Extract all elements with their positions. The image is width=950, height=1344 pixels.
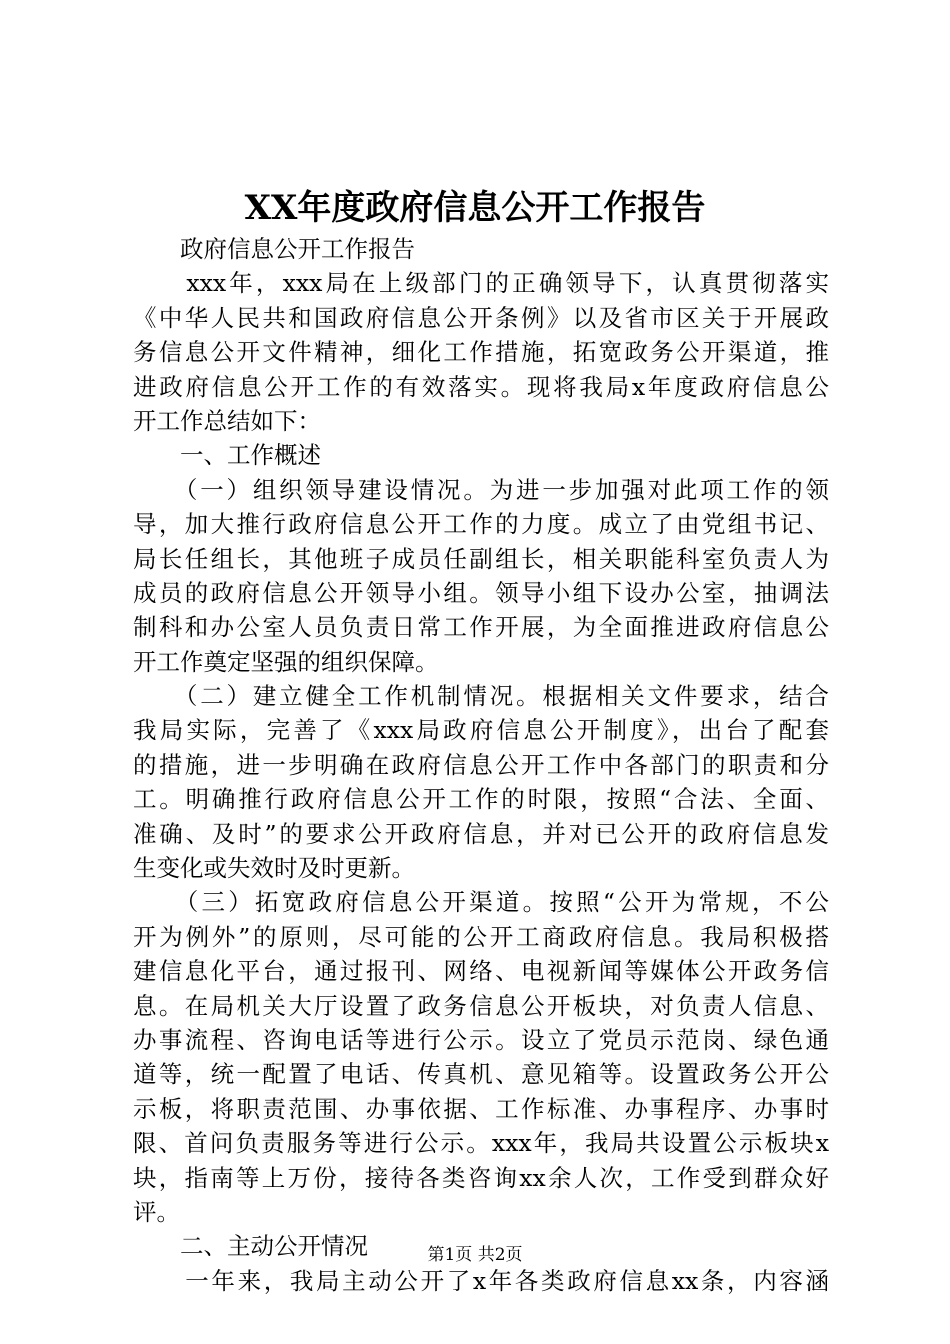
body-line: 准确、及时”的要求公开政府信息，并对已公开的政府信息发: [133, 819, 829, 848]
body-line: 开工作总结如下：: [133, 406, 321, 435]
body-line: 办事流程、咨询电话等进行公示。设立了党员示范岗、绿色通: [133, 1025, 829, 1054]
body-line: xxx年，xxx局在上级部门的正确领导下，认真贯彻落实: [133, 269, 829, 298]
body-line: 道等，统一配置了电话、传真机、意见箱等。设置政务公开公: [133, 1060, 829, 1089]
body-line: 的措施，进一步明确在政府信息公开工作中各部门的职责和分: [133, 750, 829, 779]
body-line: 一、工作概述: [133, 441, 321, 470]
body-line: （二）建立健全工作机制情况。根据相关文件要求，结合: [133, 682, 829, 711]
body-line: 务信息公开文件精神，细化工作措施，拓宽政务公开渠道，推: [133, 338, 829, 367]
body-line: 开为例外”的原则，尽可能的公开工商政府信息。我局积极搭: [133, 922, 829, 951]
body-line: 限、首问负责服务等进行公示。xxx年，我局共设置公示板块x: [133, 1129, 829, 1158]
body-line: 块，指南等上万份，接待各类咨询xx余人次，工作受到群众好: [133, 1163, 829, 1192]
body-line: 建信息化平台，通过报刊、网络、电视新闻等媒体公开政务信: [133, 957, 829, 986]
document-body: [133, 232, 829, 1298]
document-title: XX年度政府信息公开工作报告: [244, 188, 706, 228]
body-line: 生变化或失效时及时更新。: [133, 854, 415, 883]
body-line: 政府信息公开工作报告: [133, 235, 415, 263]
body-line: 开工作奠定坚强的组织保障。: [133, 647, 439, 676]
body-line: 工。明确推行政府信息公开工作的时限，按照“合法、全面、: [133, 785, 829, 814]
body-line: 示板，将职责范围、办事依据、工作标准、办事程序、办事时: [133, 1094, 829, 1123]
body-line: 导，加大推行政府信息公开工作的力度。成立了由党组书记、: [133, 510, 829, 539]
body-line: 我局实际，完善了《xxx局政府信息公开制度》，出台了配套: [133, 716, 829, 745]
body-line: 成员的政府信息公开领导小组。领导小组下设办公室，抽调法: [133, 578, 829, 607]
body-line: 评。: [133, 1197, 180, 1226]
body-line: 进政府信息公开工作的有效落实。现将我局x年度政府信息公: [133, 372, 829, 401]
body-line: 局长任组长，其他班子成员任副组长，相关职能科室负责人为: [133, 544, 829, 573]
body-line: （三）拓宽政府信息公开渠道。按照“公开为常规，不公: [133, 888, 829, 917]
body-line: （一）组织领导建设情况。为进一步加强对此项工作的领: [133, 475, 829, 504]
body-line: 息。在局机关大厅设置了政务信息公开板块，对负责人信息、: [133, 991, 829, 1020]
body-line: 《中华人民共和国政府信息公开条例》以及省市区关于开展政: [133, 303, 829, 332]
body-line: 二、主动公开情况: [133, 1232, 368, 1261]
body-line: 制科和办公室人员负责日常工作开展，为全面推进政府信息公: [133, 613, 829, 642]
body-line: 一年来，我局主动公开了x年各类政府信息xx条，内容涵: [133, 1266, 829, 1295]
page-footer: 第1页 共2页: [427, 1245, 523, 1265]
